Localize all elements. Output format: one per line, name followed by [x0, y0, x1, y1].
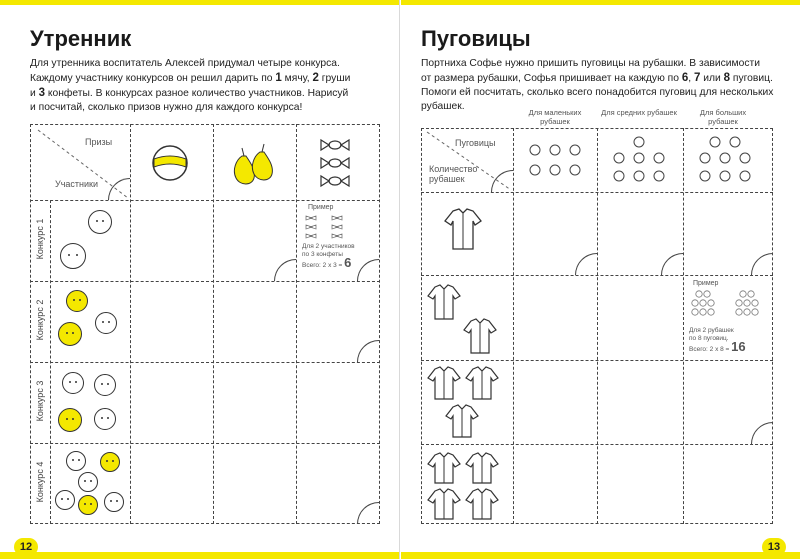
buttons-six-icon: [525, 142, 585, 182]
example-box: [302, 204, 378, 270]
example-title: Пример: [693, 280, 719, 287]
example-calc: Всего: 2 х 8 = 16: [689, 339, 746, 354]
grid-line: [213, 124, 214, 524]
grid-line: [30, 200, 380, 201]
intro-line: Для утренника воспитатель Алексей придумал четыре конкурса.: [30, 58, 340, 69]
shirt-icon: [427, 284, 461, 320]
row-label-contest-4: Конкурс 4: [35, 461, 45, 503]
col-header-small: Для маленьких рубашек: [528, 108, 582, 126]
bottom-yellow-bar: [0, 552, 399, 559]
page-title: Пуговицы: [421, 26, 531, 51]
candies-example-icon: [302, 212, 362, 240]
shirt-icon: [427, 366, 461, 400]
buttons-example-icon: [689, 288, 769, 324]
grid-line: [421, 360, 773, 361]
grid-line: [513, 128, 514, 524]
example-calc: Всего: 2 х 3 = 6: [302, 255, 352, 270]
shirt-icon: [443, 207, 483, 251]
child-face-icon: [94, 408, 116, 430]
right-page: [401, 0, 800, 559]
page-number: 13: [762, 538, 786, 556]
intro-line: Портниха Софье нужно пришить пуговицы на рубашки. В зависимости: [421, 58, 760, 69]
buttons-seven-icon: [609, 136, 669, 186]
shirt-icon: [465, 452, 499, 484]
col-header-large: Для больших рубашек: [699, 108, 747, 126]
ball-icon: [150, 143, 190, 183]
shirt-icon: [463, 318, 497, 354]
shirt-icon: [445, 404, 479, 438]
grid-line: [421, 275, 773, 276]
intro-line: и посчитай, сколько призов нужно для каждого конкурса!: [30, 102, 303, 113]
shirts-count-label: Количество рубашек: [429, 164, 478, 184]
intro-text: [421, 57, 773, 114]
child-face-icon: [66, 451, 86, 471]
page-title: Утренник: [30, 26, 132, 51]
child-face-icon: [104, 492, 124, 512]
example-line: Для 2 участников: [302, 243, 355, 250]
example-answer: 6: [344, 255, 352, 270]
child-face-icon: [78, 472, 98, 492]
grid-line: [30, 362, 380, 363]
grid-line: [597, 128, 598, 524]
intro-text: [30, 57, 350, 115]
example-line: Для 2 рубашек: [689, 327, 734, 334]
child-face-icon: [58, 322, 82, 346]
child-face-icon: [88, 210, 112, 234]
shirt-icon: [465, 366, 499, 400]
child-face-icon: [58, 408, 82, 432]
child-face-icon: [60, 243, 86, 269]
buttons-label: Пуговицы: [455, 138, 496, 148]
shirt-icon: [427, 452, 461, 484]
buttons-eight-icon: [695, 136, 755, 186]
child-face-icon: [100, 452, 120, 472]
child-face-icon: [95, 312, 117, 334]
example-line: по 8 пуговиц.: [689, 335, 729, 342]
grid-line: [421, 444, 773, 445]
prizes-label: Призы: [85, 137, 113, 147]
pears-icon: [230, 138, 278, 188]
intro-line: от размера рубашки, Софья пришивает на каждую по 6, 7 или 8 пуговиц.: [421, 72, 773, 84]
top-yellow-bar: [401, 0, 800, 5]
child-face-icon: [66, 290, 88, 312]
row-label-contest-2: Конкурс 2: [35, 299, 45, 341]
intro-line: и 3 конфеты. В конкурсах разное количество участников. Нарисуй: [30, 87, 349, 99]
grid-line: [421, 192, 773, 193]
child-face-icon: [55, 490, 75, 510]
intro-line: Помоги ей посчитать, сколько всего понадобится пуговиц для нескольких: [421, 87, 774, 98]
shirt-icon: [427, 488, 461, 520]
example-box: [689, 280, 771, 354]
intro-line: Каждому участнику конкурсов он решил дарить по 1 мячу, 2 груши: [30, 72, 351, 84]
example-answer: 16: [731, 339, 746, 354]
participants-label: Участники: [55, 179, 98, 189]
intro-line: рубашек.: [421, 101, 465, 112]
grid-line: [30, 281, 380, 282]
top-yellow-bar: [0, 0, 399, 5]
row-label-contest-3: Конкурс 3: [35, 380, 45, 422]
example-line: по 3 конфеты: [302, 251, 343, 258]
grid-line: [30, 443, 380, 444]
child-face-icon: [62, 372, 84, 394]
col-header-medium: Для средних рубашек: [601, 108, 677, 117]
grid-line: [130, 124, 131, 524]
candies-icon: [315, 135, 355, 191]
page-number: 12: [14, 538, 38, 556]
grid-line: [683, 128, 684, 524]
example-title: Пример: [308, 204, 334, 211]
grid-line: [296, 124, 297, 524]
bottom-yellow-bar: [401, 552, 800, 559]
row-label-contest-1: Конкурс 1: [35, 218, 45, 260]
child-face-icon: [94, 374, 116, 396]
shirt-icon: [465, 488, 499, 520]
child-face-icon: [78, 495, 98, 515]
